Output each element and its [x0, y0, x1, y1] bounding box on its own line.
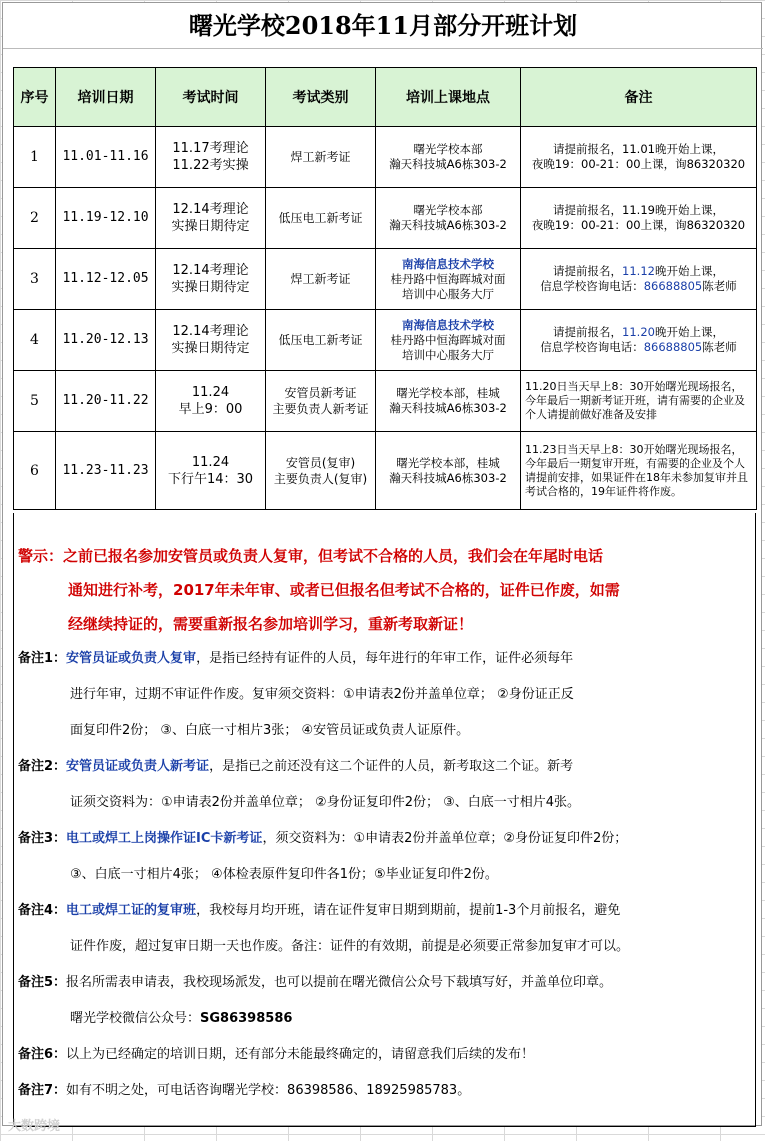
- cell-seq: 6: [14, 432, 56, 510]
- cell-note: 11.23日当天早上8：30开始曙光现场报名，今年最后一期复审开班，有需要的企业及个人请提前安排，如果证件在18年未参加复审并且考试合格的，19年证件将作废。: [521, 432, 757, 510]
- exam-line: 11.17考理论: [172, 141, 249, 156]
- note-date: 11.20: [622, 325, 655, 339]
- table-row: [14, 432, 757, 510]
- note-text: 陈老师: [702, 340, 737, 354]
- header-exam-time: 考试时间: [156, 68, 266, 127]
- warning-line: 通知进行补考，2017年未年审、或者已但报名但考试不合格的，证件已作废，如需: [68, 581, 620, 599]
- remark-label: 备注5：: [18, 975, 67, 990]
- table-row: [14, 310, 757, 371]
- remark-label: 备注1：: [18, 651, 67, 666]
- note-text: 信息学校咨询电话：: [540, 340, 644, 354]
- remark-label: 备注2：: [18, 759, 67, 774]
- category-line: 主要负责人新考证: [272, 402, 369, 416]
- location-line: 瀚天科技城A6栋303-2: [389, 218, 507, 232]
- remark-text: ，是指已之前还没有这二个证件的人员，新考取这二个证。新考: [209, 759, 574, 774]
- note-text: 请提前报名，: [553, 325, 623, 339]
- remark-1: [18, 641, 753, 749]
- location-line: 瀚天科技城A6栋303-2: [389, 157, 507, 171]
- header-location: 培训上课地点: [376, 68, 521, 127]
- table-header-row: [14, 68, 757, 127]
- cell-category: 低压电工新考证: [266, 310, 376, 371]
- exam-line: 11.24: [191, 385, 230, 400]
- remark-label: 备注6：: [18, 1047, 67, 1062]
- location-line: 曙光学校本部: [413, 203, 483, 217]
- page-title: 曙光学校2018年11月部分开班计划: [3, 3, 763, 49]
- cell-seq: 2: [14, 188, 56, 249]
- remark-text: 证须交资料为：①申请表2份并盖单位章； ②身份证复印件2份； ③、白底一寸相片4张。: [70, 795, 581, 810]
- exam-line: 11.24: [191, 454, 230, 470]
- remark-highlight: 安管员证或负责人复审: [66, 651, 197, 666]
- location-line: 桂丹路中恒海晖城对面: [390, 271, 506, 286]
- class-schedule-table: [13, 67, 757, 510]
- cell-exam-time: [156, 310, 266, 371]
- header-remark: 备注: [521, 68, 757, 127]
- note-line: 请提前报名，11.01晚开始上课，: [553, 142, 724, 156]
- category-line: 安管员新考证: [284, 386, 357, 400]
- wechat-line: [18, 1001, 753, 1037]
- location-line: 瀚天科技城A6栋303-2: [389, 401, 507, 415]
- warning-line: 经继续持证的，需要重新报名参加培训学习，重新考取新证！: [68, 615, 474, 633]
- note-text: 晚开始上课，: [654, 264, 724, 278]
- exam-line: 下行午14：30: [167, 471, 254, 487]
- note-phone: 86688805: [643, 340, 703, 354]
- cell-location: [376, 249, 521, 310]
- cell-note: 11.20日当天早上8：30开始曙光现场报名，今年最后一期新考证开班，请有需要的企业及个人请提前做好准备及安排: [521, 371, 757, 432]
- remark-label: 备注3：: [18, 831, 67, 846]
- cell-category: 焊工新考证: [266, 249, 376, 310]
- cell-location: [376, 127, 521, 188]
- cell-seq: 3: [14, 249, 56, 310]
- cell-location: [376, 432, 521, 510]
- location-line: 曙光学校本部，桂城: [396, 386, 500, 400]
- cell-note: [521, 249, 757, 310]
- location-line: 曙光学校本部，桂城: [396, 455, 500, 470]
- cell-exam-time: [156, 371, 266, 432]
- remark-text: 面复印件2份； ③、白底一寸相片3张； ④安管员证或负责人证原件。: [70, 723, 470, 738]
- cell-dates: 11.19-12.10: [56, 188, 156, 249]
- note-line: [523, 279, 754, 294]
- cell-seq: 1: [14, 127, 56, 188]
- cell-dates: 11.23-11.23: [56, 432, 156, 510]
- location-line: 桂丹路中恒海晖城对面: [390, 332, 506, 347]
- remark-4: [18, 893, 753, 965]
- note-line: [523, 264, 754, 279]
- spreadsheet-sheet: [2, 2, 762, 1126]
- cell-exam-time: [156, 127, 266, 188]
- location-line: 瀚天科技城A6栋303-2: [389, 470, 507, 485]
- note-phone: 86688805: [643, 279, 703, 293]
- remark-text: ，须交资料为：①申请表2份并盖单位章；②身份证复印件2份；: [262, 831, 628, 846]
- notes-section: [13, 513, 756, 1127]
- table-row: [14, 371, 757, 432]
- header-exam-category: 考试类别: [266, 68, 376, 127]
- table-row: [14, 249, 757, 310]
- cell-dates: 11.20-11.22: [56, 371, 156, 432]
- remark-text: ，是指已经持有证件的人员，每年进行的年审工作，证件必须每年: [196, 651, 574, 666]
- warning-line: 警示：之前已报名参加安管员或负责人复审，但考试不合格的人员，我们会在年尾时电话: [18, 547, 604, 565]
- remark-text: 进行年审，过期不审证件作废。复审须交资料：①申请表2份并盖单位章； ②身份证正反: [70, 687, 574, 702]
- cell-seq: 4: [14, 310, 56, 371]
- note-line: 请提前报名，11.19晚开始上课，: [553, 203, 724, 217]
- exam-line: 实操日期待定: [171, 341, 250, 356]
- cell-note: [521, 127, 757, 188]
- remark-2: [18, 749, 753, 821]
- cell-exam-time: [156, 432, 266, 510]
- note-text: 陈老师: [702, 279, 737, 293]
- cell-note: [521, 310, 757, 371]
- location-line: 培训中心服务大厅: [402, 347, 494, 362]
- warning-block: [18, 539, 753, 641]
- remark-text: 证件作废，超过复审日期一天也作废。备注：证件的有效期，前提是必须要正常参加复审才可以。: [70, 939, 630, 954]
- remark-label: 备注7：: [18, 1083, 67, 1098]
- wechat-id: SG86398586: [200, 1011, 293, 1026]
- table-row: [14, 127, 757, 188]
- remark-6: [18, 1037, 753, 1073]
- exam-line: 实操日期待定: [171, 219, 250, 234]
- remark-7: [18, 1073, 753, 1109]
- cell-note: [521, 188, 757, 249]
- cell-dates: 11.20-12.13: [56, 310, 156, 371]
- exam-line: 12.14考理论: [172, 202, 249, 217]
- cell-location: [376, 188, 521, 249]
- remark-text: ，我校每月均开班，请在证件复审日期到期前，提前1-3个月前报名，避免: [196, 903, 621, 918]
- school-name: 南海信息技术学校: [402, 317, 494, 332]
- cell-location: [376, 310, 521, 371]
- exam-line: 早上9：00: [178, 402, 243, 417]
- remark-label: 备注4：: [18, 903, 67, 918]
- note-line: [523, 325, 754, 340]
- note-text: 信息学校咨询电话：: [540, 279, 644, 293]
- exam-line: 12.14考理论: [172, 324, 249, 339]
- remark-highlight: 安管员证或负责人新考证: [66, 759, 210, 774]
- category-line: 安管员(复审): [285, 455, 356, 470]
- cell-dates: 11.12-12.05: [56, 249, 156, 310]
- remark-highlight: 电工或焊工上岗操作证IC卡新考证: [66, 831, 263, 846]
- location-line: 曙光学校本部: [413, 142, 483, 156]
- remark-highlight: 电工或焊工证的复审班: [66, 903, 197, 918]
- cell-exam-time: [156, 249, 266, 310]
- cell-category: 低压电工新考证: [266, 188, 376, 249]
- cell-exam-time: [156, 188, 266, 249]
- note-line: [523, 340, 754, 355]
- cell-category: [266, 432, 376, 510]
- remark-text: 报名所需表申请表，我校现场派发，也可以提前在曙光微信公众号下载填写好，并盖单位印章。: [66, 975, 613, 990]
- exam-line: 12.14考理论: [172, 263, 249, 278]
- note-text: 请提前报名，: [553, 264, 623, 278]
- remark-5: [18, 965, 753, 1037]
- table-row: [14, 188, 757, 249]
- cell-category: [266, 371, 376, 432]
- exam-line: 11.22考实操: [172, 158, 249, 173]
- cell-seq: 5: [14, 371, 56, 432]
- note-text: 晚开始上课，: [654, 325, 724, 339]
- note-line: 夜晚19：00-21：00上课，询86320320: [531, 218, 746, 232]
- wechat-label: 曙光学校微信公众号：: [70, 1011, 201, 1026]
- location-line: 培训中心服务大厅: [402, 286, 494, 301]
- cell-location: [376, 371, 521, 432]
- header-seq: 序号: [14, 68, 56, 127]
- watermark: 大数跨境: [8, 1119, 61, 1134]
- exam-line: 实操日期待定: [171, 280, 250, 295]
- remark-3: [18, 821, 753, 893]
- header-dates: 培训日期: [56, 68, 156, 127]
- remark-text: ③、白底一寸相片4张； ④体检表原件复印件各1份；⑤毕业证复印件2份。: [70, 867, 498, 882]
- school-name: 南海信息技术学校: [402, 256, 494, 271]
- cell-dates: 11.01-11.16: [56, 127, 156, 188]
- cell-category: 焊工新考证: [266, 127, 376, 188]
- remark-text: 如有不明之处，可电话咨询曙光学校：86398586、18925985783。: [66, 1083, 471, 1098]
- category-line: 主要负责人(复审): [273, 471, 368, 486]
- remark-text: 以上为已经确定的培训日期，还有部分未能最终确定的，请留意我们后续的发布！: [66, 1047, 535, 1062]
- note-date: 11.12: [622, 264, 655, 278]
- note-line: 夜晚19：00-21：00上课，询86320320: [531, 157, 746, 171]
